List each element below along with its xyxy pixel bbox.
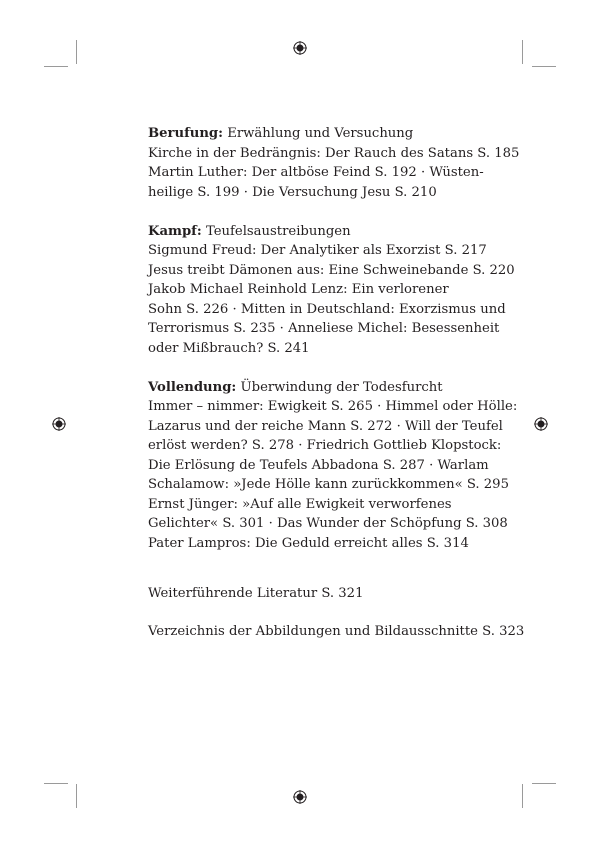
toc-illustrations: Verzeichnis der Abbildungen und Bildausschnitte S. 323 [148,624,525,639]
toc-section-berufung [148,124,520,202]
toc-line: Ernst Jünger: »Auf alle Ewigkeit verworfenes [148,496,452,512]
section-heading [148,124,478,144]
crop-mark [44,783,68,784]
toc-line: oder Mißbrauch? S. 241 [148,340,310,356]
toc-line: Kirche in der Bedrängnis: Der Rauch des Satans S. 185 [148,145,520,161]
section-subtitle: Erwählung und Versuchung [227,126,414,141]
toc-line: Sohn S. 226 · Mitten in Deutschland: Exorzismus und [148,301,506,317]
toc-line: Jesus treibt Dämonen aus: Eine Schweinebande S. 220 [148,262,515,278]
toc-line: Schalamow: »Jede Hölle kann zurückkommen« S. 295 [148,477,509,492]
toc-section-kampf [148,222,515,359]
toc-line: Immer – nimmer: Ewigkeit S. 265 · Himmel oder Hölle: [148,399,518,414]
toc-line: erlöst werden? S. 278 · Friedrich Gottlieb Klopstock: [148,438,502,453]
toc-line: Gelichter« S. 301 · Das Wunder der Schöpfung S. 308 [148,516,508,531]
crop-mark [522,784,523,808]
toc-line: Die Erlösung de Teufels Abbadona S. 287 · Warlam [148,457,489,473]
registration-mark-icon [293,790,307,804]
toc-line: heilige S. 199 · Die Versuchung Jesu S. 210 [148,184,437,200]
toc-line: Pater Lampros: Die Geduld erreicht alles S. 314 [148,535,469,551]
crop-mark [532,66,556,67]
registration-mark-icon [534,417,548,431]
section-heading [148,222,478,242]
toc-further-reading: Weiterführende Literatur S. 321 [148,586,364,601]
toc-section-vollendung [148,378,518,554]
toc-line: Jakob Michael Reinhold Lenz: Ein verlorener [148,282,449,297]
crop-mark [44,66,68,67]
toc-line: Martin Luther: Der altböse Feind S. 192 · Wüsten- [148,165,484,180]
registration-mark-icon [52,417,66,431]
registration-mark-icon [293,41,307,55]
section-title: Berufung: [148,126,224,141]
table-of-contents [148,124,520,553]
toc-line: Sigmund Freud: Der Analytiker als Exorzist S. 217 [148,243,487,258]
crop-mark [522,40,523,64]
crop-mark [76,40,77,64]
section-heading [148,378,478,398]
crop-mark [532,783,556,784]
toc-line: Terrorismus S. 235 · Anneliese Michel: Besessenheit [148,321,500,336]
section-title: Vollendung: [148,379,237,395]
toc-line: Lazarus und der reiche Mann S. 272 · Will der Teufel [148,418,503,434]
crop-mark [76,784,77,808]
section-subtitle: Teufelsaustreibungen [205,223,351,239]
section-subtitle: Überwindung der Todesfurcht [240,379,443,395]
section-title: Kampf: [148,223,202,239]
